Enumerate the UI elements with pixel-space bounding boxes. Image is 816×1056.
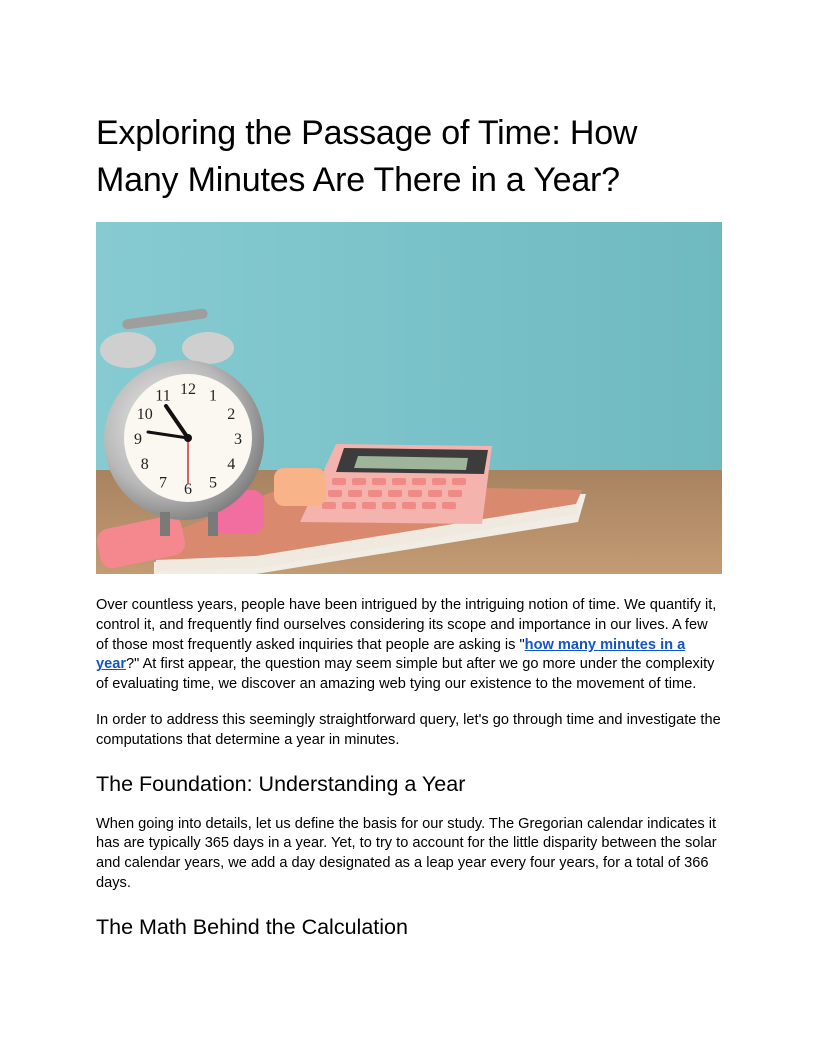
page-title: Exploring the Passage of Time: How Many Minutes Are There in a Year?	[96, 114, 638, 199]
document-content	[96, 110, 722, 941]
intro-paragraph: Over countless years, people have been intrigued by the intriguing notion of time. We quantify it, control it, and frequently find ourselves considering its scope and importance in our lives. A few of those most frequently asked inquiries that people are asking is "how many minutes in a year?" At first appear, the question may seem simple but after we go more under the complexity of evaluating time, we discover an amazing web tying our existence to the movement of time.	[96, 597, 717, 693]
clock-numeral: 11	[155, 387, 171, 405]
minutes-in-a-year-link[interactable]: how many minutes in a year	[96, 636, 686, 673]
hero-photo	[96, 222, 722, 574]
clock-numeral: 4	[227, 456, 236, 473]
clock-numeral: 5	[209, 474, 217, 492]
clock-numeral: 3	[234, 431, 242, 448]
clock-numeral: 1	[209, 387, 217, 405]
foundation-paragraph: When going into details, let us define the basis for our study. The Gregorian calendar indicates it has are typically 365 days in a year. Yet, to try to account for the little disparity between the solar and calendar years, we add a day designated as a leap year every four years, for a total of 366 days.	[96, 815, 717, 891]
clock-numeral: 7	[159, 474, 167, 492]
section-heading-math: The Math Behind the Calculation	[96, 914, 408, 939]
clock-numeral: 6	[184, 481, 192, 498]
clock-numeral: 9	[134, 431, 142, 448]
clock-numeral: 8	[140, 456, 149, 473]
clock-numeral: 12	[180, 381, 196, 398]
orange-eraser	[274, 468, 326, 506]
clock-numeral: 2	[227, 406, 236, 423]
clock-numeral: 10	[136, 406, 153, 423]
section-heading-foundation: The Foundation: Understanding a Year	[96, 771, 466, 796]
query-paragraph: In order to address this seemingly straightforward query, let's go through time and investigate the computations that determine a year in minutes.	[96, 711, 721, 748]
